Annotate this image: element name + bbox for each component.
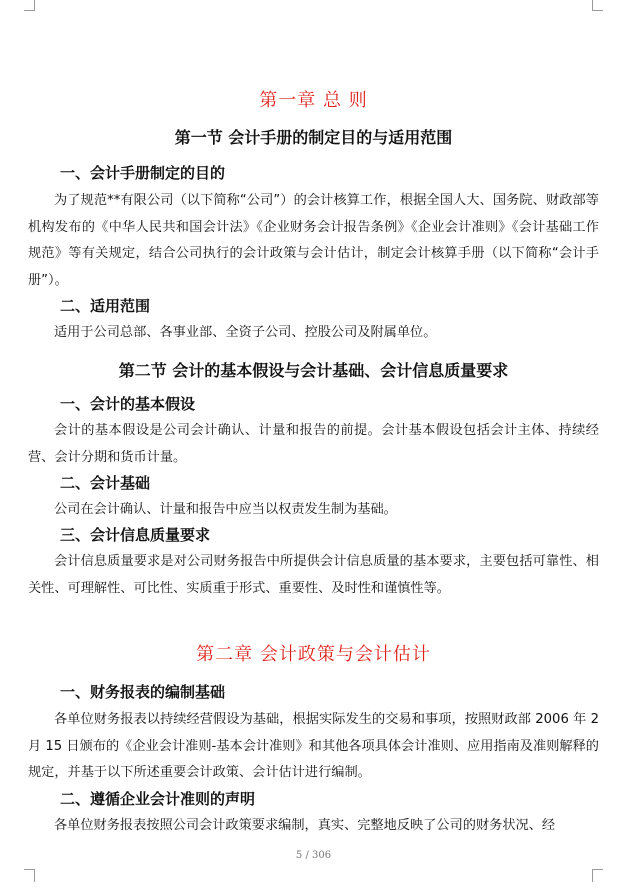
page-number: 5 / 306 bbox=[295, 850, 332, 861]
paragraph-information-quality: 会计信息质量要求是对公司财务报告中所提供会计信息质量的基本要求，主要包括可靠性、相关性、可理解性、可比性、实质重于形式、重要性、及时性和谨慎性等。 bbox=[28, 554, 599, 596]
heading-compliance-statement: 二、遵循企业会计准则的声明 bbox=[60, 790, 256, 808]
heading-accounting-basis: 二、会计基础 bbox=[60, 474, 151, 492]
heading-scope: 二、适用范围 bbox=[60, 297, 151, 315]
heading-information-quality: 三、会计信息质量要求 bbox=[60, 526, 211, 544]
paragraph-compliance-statement: 各单位财务报表按照公司会计政策要求编制，真实、完整地反映了公司的财务状况、经 bbox=[54, 818, 556, 833]
heading-preparation-basis: 一、财务报表的编制基础 bbox=[60, 683, 226, 701]
paragraph-basic-assumptions: 会计的基本假设是公司会计确认、计量和报告的前提。会计基本假设包括会计主体、持续经营、会计分期和货币计量。 bbox=[28, 423, 599, 465]
chapter-1-title: 第一章 总 则 bbox=[259, 90, 368, 111]
section-1-title: 第一节 会计手册的制定目的与适用范围 bbox=[174, 128, 453, 147]
heading-basic-assumptions: 一、会计的基本假设 bbox=[60, 395, 196, 413]
paragraph-accounting-basis: 公司在会计确认、计量和报告中应当以权责发生制为基础。 bbox=[54, 502, 397, 517]
crop-mark-bottom-left bbox=[24, 869, 35, 882]
paragraph-manual-purpose: 为了规范**有限公司（以下简称“公司”）的会计核算工作，根据全国人大、国务院、财政部等机构发布的《中华人民共和国会计法》《企业财务会计报告条例》《企业会计准则》《会计基础工作规范》等有关规定，结合公司执行的会计政策与会计估计，制定会计核算手册（以下简称“会计手册”）。 bbox=[28, 193, 599, 288]
section-2-title: 第二节 会计的基本假设与会计基础、会计信息质量要求 bbox=[118, 361, 509, 380]
crop-mark-top-right bbox=[592, 0, 603, 11]
paragraph-preparation-basis: 各单位财务报表以持续经营假设为基础，根据实际发生的交易和事项，按照财政部 2006 年 2 月 15 日颁布的《企业会计准则-基本会计准则》和其他各项具体会计准则、应用指南及准则解释的规定，并基于以下所述重要会计政策、会计估计进行编制。 bbox=[28, 712, 599, 780]
chapter-2-title: 第二章 会计政策与会计估计 bbox=[196, 644, 431, 665]
heading-manual-purpose: 一、会计手册制定的目的 bbox=[60, 164, 226, 182]
crop-mark-top-left bbox=[24, 0, 35, 11]
crop-mark-bottom-right bbox=[592, 869, 603, 882]
paragraph-scope: 适用于公司总部、各事业部、全资子公司、控股公司及附属单位。 bbox=[54, 325, 437, 340]
